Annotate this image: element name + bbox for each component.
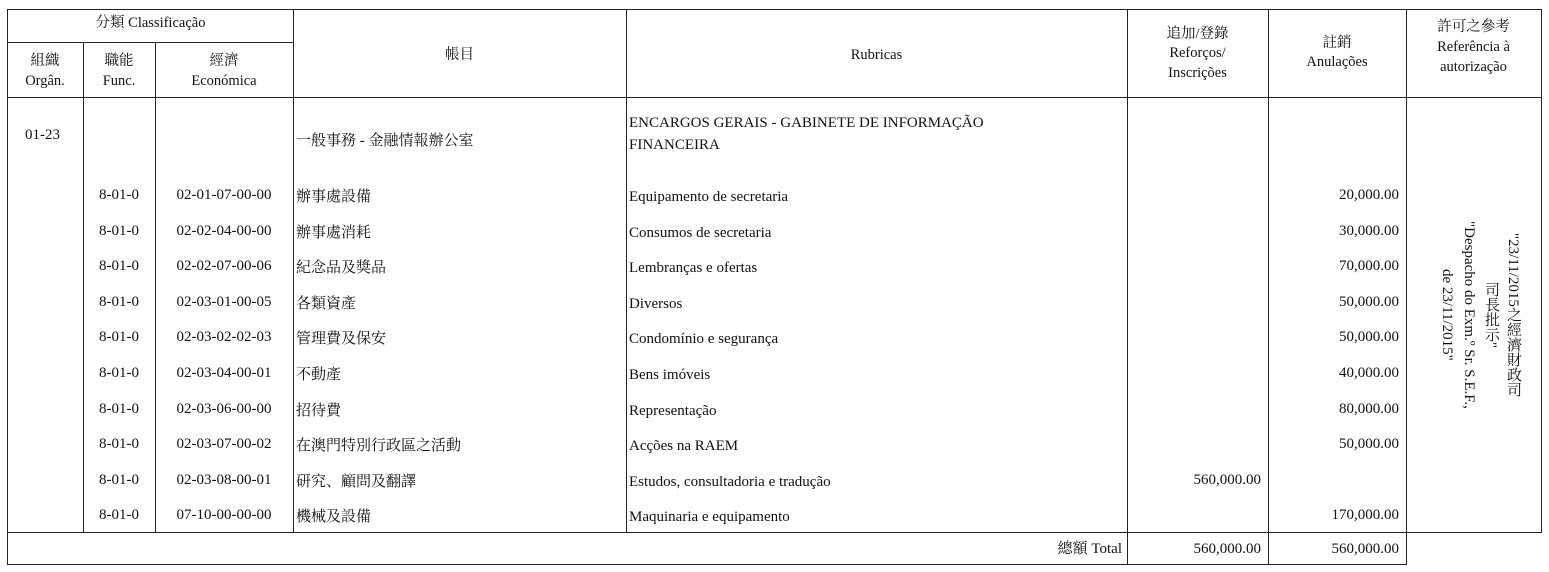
row-func-code: 8-01-0 [99, 223, 139, 239]
table-top-border [7, 9, 1542, 10]
econ-header-zh: 經濟 [209, 53, 239, 69]
row-rubric-zh: 招待費 [296, 403, 342, 419]
row-func-code: 8-01-0 [99, 401, 139, 417]
total-label: 總額 Total [1057, 541, 1122, 557]
row-rubric-pt: Lembranças e ofertas [629, 260, 758, 276]
row-rubric-zh: 紀念品及獎品 [296, 260, 387, 276]
row-econ-code: 02-03-01-00-05 [176, 294, 272, 310]
classification-header: 分類 Classificação [95, 15, 206, 31]
row-anulacao: 50,000.00 [1339, 294, 1399, 310]
econ-header-pt: Económica [191, 73, 257, 89]
table-left-border [7, 9, 8, 565]
total-top-border [7, 532, 1542, 533]
row-rubric-zh: 在澳門特別行政區之活動 [296, 438, 462, 454]
rubric-header-pt: Rubricas [850, 47, 903, 63]
col-divider-organ [83, 42, 84, 533]
total-anulacao: 560,000.00 [1331, 541, 1399, 557]
header-bottom-border [7, 97, 1542, 98]
col-divider-zh [626, 9, 627, 533]
reforco-header-pt2: Inscrições [1168, 65, 1227, 81]
row-func-code: 8-01-0 [99, 258, 139, 274]
authorization-line-2: 司長批示" [1483, 281, 1499, 349]
row-anulacao: 80,000.00 [1339, 401, 1399, 417]
col-divider-func [155, 42, 156, 533]
row-anulacao: 70,000.00 [1339, 258, 1399, 274]
anulacao-header-zh: 註銷 [1322, 35, 1352, 51]
row-rubric-pt: Condomínio e segurança [629, 331, 779, 347]
col-divider-econ [293, 9, 294, 533]
row-rubric-pt: Diversos [629, 296, 683, 312]
referencia-header-pt2: autorização [1440, 59, 1507, 75]
row-econ-code: 02-03-04-00-01 [176, 365, 272, 381]
reforco-header-pt1: Reforços/ [1169, 45, 1226, 61]
row-rubric-pt: Representação [629, 403, 717, 419]
section-title-zh: 一般事務 - 金融情報辦公室 [296, 133, 474, 149]
row-rubric-pt: Bens imóveis [629, 367, 711, 383]
row-rubric-zh: 各類資產 [296, 296, 357, 312]
section-title-pt-line2: FINANCEIRA [629, 137, 720, 153]
classification-underline [7, 42, 294, 43]
row-rubric-zh: 機械及設備 [296, 509, 372, 525]
row-rubric-pt: Maquinaria e equipamento [629, 509, 790, 525]
row-anulacao: 170,000.00 [1331, 507, 1399, 523]
col-divider-reforco [1268, 9, 1269, 565]
col-divider-anulacao [1406, 9, 1407, 565]
referencia-header-zh: 許可之參考 [1437, 19, 1510, 35]
referencia-header-pt1: Referência à [1437, 39, 1510, 55]
authorization-line-1: "23/11/2015之經濟財政司 [1505, 233, 1521, 397]
row-anulacao: 30,000.00 [1339, 223, 1399, 239]
row-anulacao: 40,000.00 [1339, 365, 1399, 381]
row-econ-code: 02-03-06-00-00 [176, 401, 272, 417]
table-bottom-border [7, 564, 1407, 565]
row-rubric-pt: Estudos, consultadoria e tradução [629, 474, 831, 490]
organ-header-pt: Orgân. [25, 73, 65, 89]
row-anulacao: 50,000.00 [1339, 436, 1399, 452]
row-rubric-zh: 研究、顧問及翻譯 [296, 474, 417, 490]
row-func-code: 8-01-0 [99, 365, 139, 381]
row-econ-code: 02-02-07-00-06 [176, 258, 272, 274]
section-organ-code: 01-23 [25, 127, 60, 143]
row-func-code: 8-01-0 [99, 187, 139, 203]
row-rubric-zh: 辦事處消耗 [296, 225, 372, 241]
anulacao-header-pt: Anulações [1306, 54, 1368, 70]
row-econ-code: 02-03-08-00-01 [176, 472, 272, 488]
authorization-line-4: de 23/11/2015" [1439, 269, 1455, 361]
table-right-border [1541, 9, 1542, 533]
func-header-zh: 職能 [104, 53, 134, 69]
authorization-line-3: "Despacho do Exm.º Sr. S.E.F., [1461, 221, 1477, 409]
row-func-code: 8-01-0 [99, 472, 139, 488]
row-econ-code: 02-02-04-00-00 [176, 223, 272, 239]
row-anulacao: 50,000.00 [1339, 329, 1399, 345]
col-divider-pt [1127, 9, 1128, 565]
reforco-header-zh: 追加/登錄 [1166, 26, 1229, 42]
row-rubric-pt: Consumos de secretaria [629, 225, 772, 241]
row-anulacao: 20,000.00 [1339, 187, 1399, 203]
section-title-pt-line1: ENCARGOS GERAIS - GABINETE DE INFORMAÇÃO [629, 115, 984, 131]
func-header-pt: Func. [102, 73, 136, 89]
authorization-reference [1418, 130, 1538, 500]
row-econ-code: 02-01-07-00-00 [176, 187, 272, 203]
rubric-header-zh: 帳目 [445, 47, 474, 63]
row-reforco: 560,000.00 [1193, 472, 1261, 488]
row-econ-code: 07-10-00-00-00 [176, 507, 272, 523]
row-func-code: 8-01-0 [99, 329, 139, 345]
row-rubric-zh: 不動產 [296, 367, 342, 383]
row-rubric-pt: Acções na RAEM [629, 438, 739, 454]
row-rubric-zh: 辦事處設備 [296, 189, 372, 205]
row-rubric-zh: 管理費及保安 [296, 331, 387, 347]
row-econ-code: 02-03-07-00-02 [176, 436, 272, 452]
total-reforco: 560,000.00 [1193, 541, 1261, 557]
organ-header-zh: 組織 [30, 53, 60, 69]
row-func-code: 8-01-0 [99, 507, 139, 523]
row-rubric-pt: Equipamento de secretaria [629, 189, 789, 205]
row-func-code: 8-01-0 [99, 436, 139, 452]
row-econ-code: 02-03-02-02-03 [176, 329, 272, 345]
row-func-code: 8-01-0 [99, 294, 139, 310]
